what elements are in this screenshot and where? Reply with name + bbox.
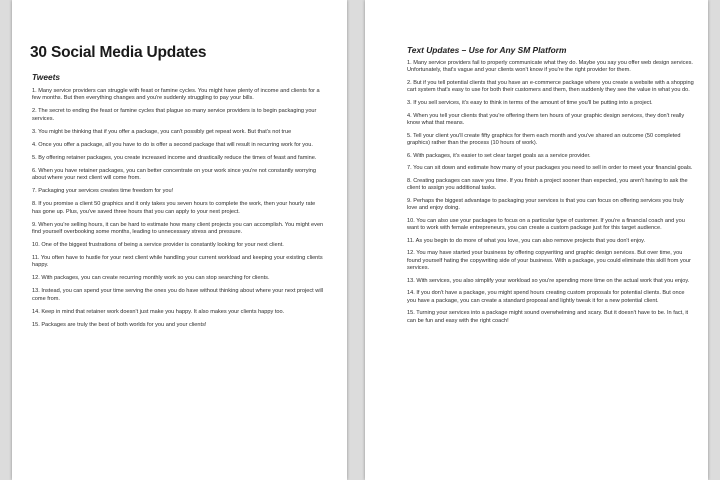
- document-page-right: [365, 0, 708, 480]
- list-item: 5. Tell your client you'll create fifty graphics for them each month and you've shared an outcome (50 completed graphics) rather than the process (10 hours of work).: [407, 132, 681, 146]
- list-item: 12. You may have started your business by offering copywriting and graphic design services. But over time, you found yourself hating the copywriting side of your business. With a package, you could eliminate this skill from your services.: [407, 250, 691, 272]
- list-item: 6. With packages, it's easier to set clear target goals as a service provider.: [407, 152, 591, 159]
- list-item: 7. You can sit down and estimate how many of your packages you need to sell in order to meet your financial goals.: [407, 165, 693, 172]
- list-item: 6. When you have retainer packages, you can better concentrate on your work since you're not constantly worrying about where your next client will come from.: [32, 167, 317, 182]
- list-item: 13. Instead, you can spend your time serving the ones you do have without thinking about where your next project will come from.: [32, 288, 324, 302]
- list-item: 2. The secret to ending the feast or famine cycles that plague so many service providers is to begin packaging your services.: [32, 108, 317, 122]
- list-item: 14. If you don't have a package, you might spend hours creating custom proposals for potential clients. But once you have a package, you can create a standard proposal and lightly tweak it for a new potential client.: [407, 290, 685, 304]
- list-item: 15. Packages are truly the best of both worlds for you and your clients!: [32, 321, 207, 328]
- text-update-list: [407, 60, 694, 330]
- tweet-list: [32, 88, 324, 335]
- list-item: 9. Perhaps the biggest advantage to packaging your services is that you can focus on offering services you truly love and enjoy doing.: [407, 197, 684, 212]
- list-item: 14. Keep in mind that retainer work doesn't just make you happy. It also makes your clients happy too.: [32, 308, 285, 315]
- list-item: 2. But if you tell potential clients that you have an e-commerce package where you create a website with a shopping cart system that's easy to use for both their customers and them, then suddenly they see the value in what you do.: [407, 80, 694, 94]
- list-item: 4. When you tell your clients that you're offering them ten hours of your graphic design services, they don't really know what that means.: [407, 112, 685, 126]
- document-title: 30 Social Media Updates: [30, 44, 207, 61]
- list-item: 11. You often have to hustle for your next client while handling your current workload and keeping your existing clients happy.: [32, 255, 323, 269]
- list-item: 8. If you promise a client 50 graphics and it only takes you seven hours to complete the work, then your hourly rate has gone up. Plus, you've saved three hours that you can apply to your next project.: [32, 201, 316, 215]
- list-item: 13. With services, you also simplify your workload so you're spending more time on the actual work that you enjoy.: [407, 277, 690, 284]
- list-item: 7. Packaging your services creates time freedom for you!: [32, 188, 174, 195]
- list-item: 10. One of the biggest frustrations of being a service provider is constantly looking for your next client.: [32, 242, 284, 249]
- section-heading-tweets: Tweets: [32, 72, 61, 82]
- list-item: 1. Many service providers can struggle with feast or famine cycles. You might have plenty of income and clients for a few months. But then everything changes and you're suddenly struggling to pay your bills.: [32, 88, 320, 102]
- list-item: 10. You can also use your packages to focus on a particular type of customer. If you're a financial coach and you want to work with female entrepreneurs, you can create a custom package just for this target audience.: [407, 217, 685, 232]
- document-page-left: [12, 0, 347, 480]
- list-item: 5. By offering retainer packages, you create increased income and drastically reduce the times of feast and famine.: [32, 154, 317, 161]
- list-item: 3. If you sell services, it's easy to think in terms of the amount of time you'll be putting into a project.: [407, 100, 653, 106]
- list-item: 4. Once you offer a package, all you have to do is offer a second package that will result in recurring work for you.: [32, 141, 313, 148]
- list-item: 1. Many service providers fail to properly communicate what they do. Maybe you say you offer web design services. Unfortunately, that's vague and your clients won't know if you're the right provider for them.: [407, 60, 693, 74]
- list-item: 3. You might be thinking that if you offer a package, you can't possibly get repeat work. But that's not true: [32, 128, 292, 135]
- list-item: 9. When you're selling hours, it can be hard to estimate how many client projects you can accomplish. You might even find yourself overbooking some months, leading to unnecessary stress and pressure.: [32, 221, 324, 236]
- section-heading-text-updates: Text Updates – Use for Any SM Platform: [407, 45, 567, 55]
- list-item: 8. Creating packages can save you time. If you finish a project sooner than expected, you aren't having to ask the client to assign you additional tasks.: [407, 177, 688, 192]
- list-item: 12. With packages, you can create recurring monthly work so you can stop searching for clients.: [32, 275, 270, 282]
- list-item: 11. As you begin to do more of what you love, you can also remove projects that you don't enjoy.: [407, 237, 646, 244]
- list-item: 15. Turning your services into a package might sound overwhelming and scary. But it doesn't have to be. In fact, it can be fun and easy with the right coach!: [407, 310, 689, 324]
